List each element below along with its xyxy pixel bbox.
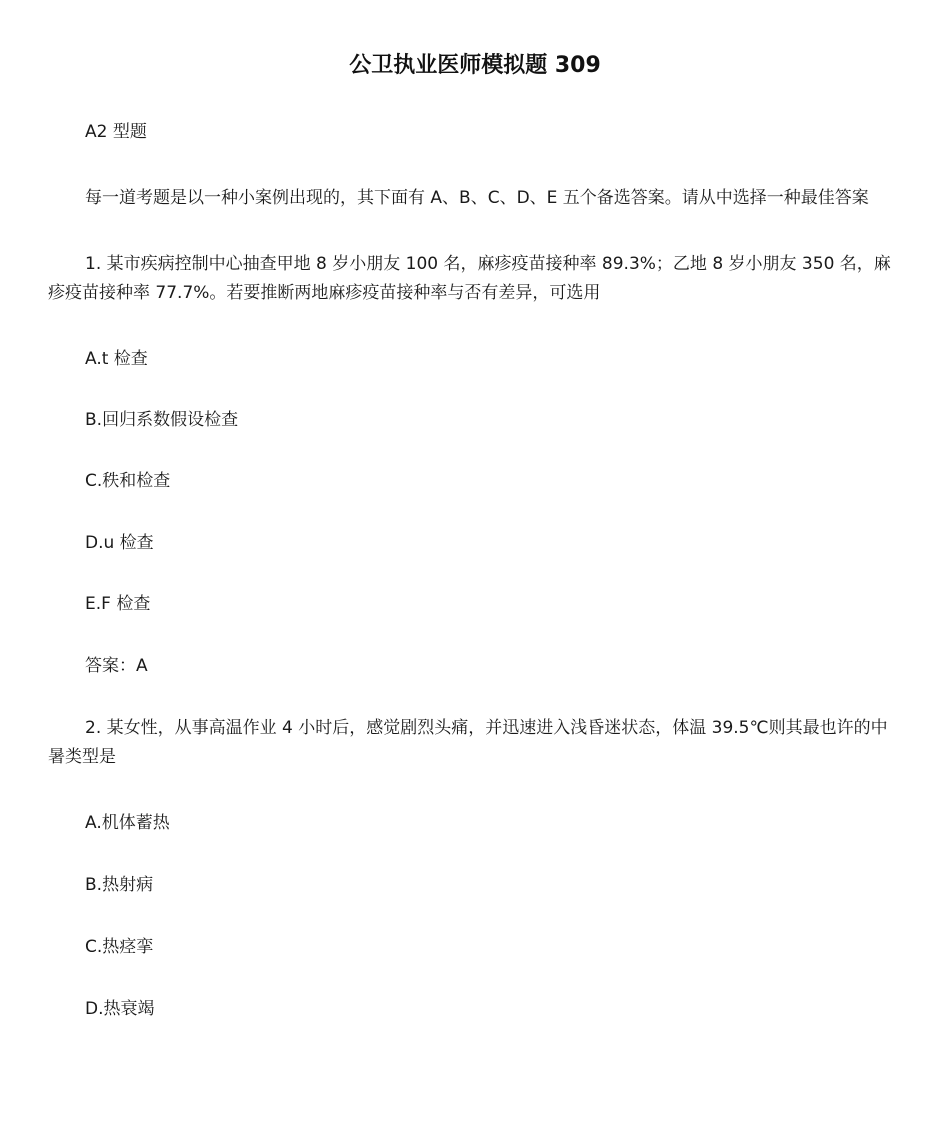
question-1-option-d: D.u 检查 <box>85 533 154 553</box>
question-1-option-b: B.回归系数假设检查 <box>85 410 239 430</box>
question-1-option-a: A.t 检查 <box>85 349 148 369</box>
question-1-stem: 1. 某市疾病控制中心抽查甲地 8 岁小朋友 100 名，麻疹疫苗接种率 89.3%；乙地 8 岁小朋友 350 名，麻疹疫苗接种率 77.7%。若要推断两地麻疹疫苗接种率与否有差异，可选用 <box>48 254 891 303</box>
question-2-option-d: D.热衰竭 <box>85 999 155 1019</box>
question-2-option-c: C.热痉挛 <box>85 937 154 957</box>
instructions-text: 每一道考题是以一种小案例出现的，其下面有 A、B、C、D、E 五个备选答案。请从中选择一种最佳答案 <box>85 188 869 208</box>
question-1-option-e: E.F 检查 <box>85 594 151 614</box>
section-heading: A2 型题 <box>85 122 147 142</box>
question-2-stem: 2. 某女性，从事高温作业 4 小时后，感觉剧烈头痛，并迅速进入浅昏迷状态，体温 39.5℃则其最也许的中暑类型是 <box>48 718 888 767</box>
page-title: 公卫执业医师模拟题 309 <box>349 53 601 78</box>
question-2-option-b: B.热射病 <box>85 875 154 895</box>
question-1-option-c: C.秩和检查 <box>85 471 171 491</box>
question-2-option-a: A.机体蓄热 <box>85 813 170 833</box>
question-1-answer: 答案：A <box>85 656 148 676</box>
